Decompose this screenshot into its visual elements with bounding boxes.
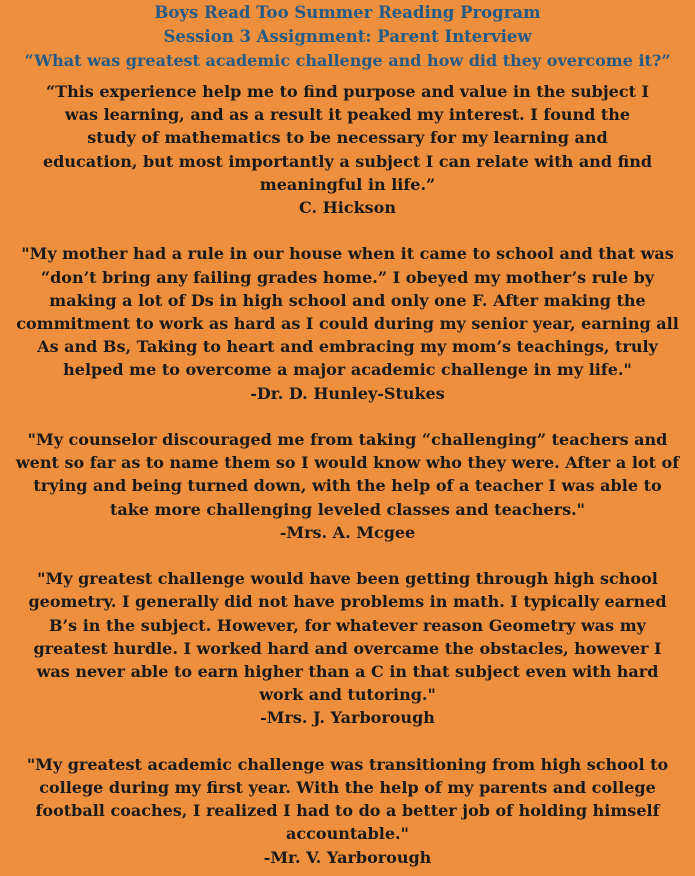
quote-item	[11, 428, 684, 544]
quote-text: "My greatest challenge would have been getting through high school geometry. I generally did not have problems in math. I typically earned B’s in the subject. However, for whatever reason Geometry was my greatest hurdle. I worked hard and overcame the obstacles, however I was never able to earn higher than a C in that subject even with hard work and tutoring."	[28, 569, 667, 705]
quote-author: -Dr. D. Hunley-Stukes	[250, 383, 445, 403]
interview-question: “What was greatest academic challenge and how did they overcome it?”	[24, 51, 671, 70]
quote-author: -Mr. V. Yarborough	[263, 847, 432, 867]
quote-author: C. Hickson	[299, 198, 396, 218]
quote-text: "My greatest academic challenge was transitioning from high school to college during my first year. With the help of my parents and college football coaches, I realized I had to do a better job of holding himself accountable."	[26, 754, 669, 844]
quote-text: "My counselor discouraged me from taking “challenging” teachers and went so far as to name them so I would know who they were. After a lot of trying and being turned down, with the help of a teacher I was able to take more challenging leveled classes and teachers."	[15, 430, 680, 519]
session-title: Session 3 Assignment: Parent Interview	[163, 27, 532, 46]
quote-item	[39, 80, 657, 219]
quote-text: "My mother had a rule in our house when it came to school and that was “don’t bring any failing grades home.” I obeyed my mother’s rule by making a lot of Ds in high school and only one F. After making the commitment to work as hard as I could during my senior year, earning all As and Bs, Taking to heart and embracing my mom’s teachings, truly helped me to overcome a major academic challenge in my life."	[16, 244, 679, 380]
program-title: Boys Read Too Summer Reading Program	[154, 3, 541, 22]
quote-item	[11, 567, 684, 729]
quote-author: -Mrs. A. Mcgee	[279, 522, 416, 542]
quote-list	[8, 80, 687, 869]
quote-author: -Mrs. J. Yarborough	[260, 708, 435, 728]
quote-item	[11, 242, 684, 404]
quote-item	[11, 753, 684, 869]
document-header	[8, 0, 687, 73]
quote-text: “This experience help me to find purpose and value in the subject I was learning, and as a result it peaked my interest. I found the study of mathematics to be necessary for my learning and education, but most importantly a subject I can relate with and find meaningful in life.”	[42, 82, 653, 194]
